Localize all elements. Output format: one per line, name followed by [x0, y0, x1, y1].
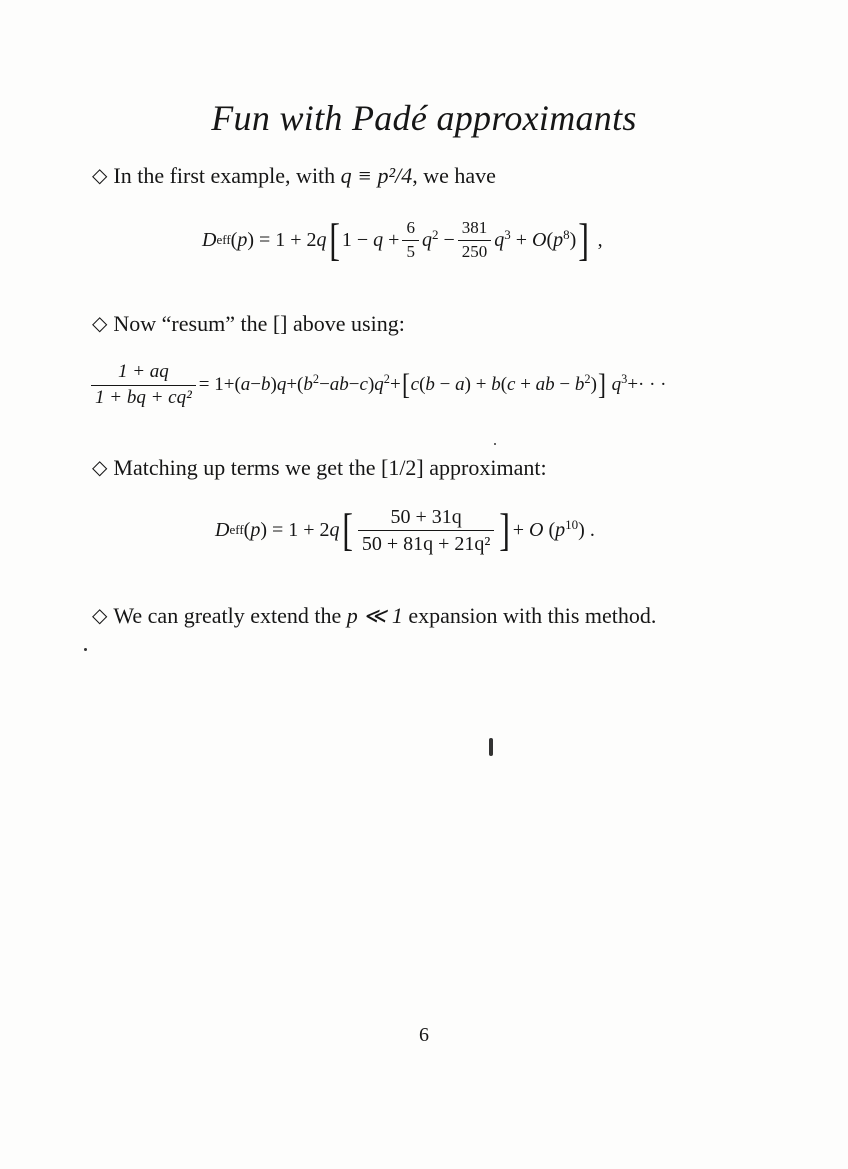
bullet-math: p ≪ 1 [346, 603, 403, 628]
bullet-text: We can greatly extend the [113, 603, 347, 628]
diamond-bullet-icon: ◇ [92, 457, 108, 479]
equation-deff-series: D eff (p) = 1 + 2q [ 1 − q + $\frac{6}{5}$ $q^2$ − $\frac{381}{250}$ $q^3 + O(p^8)$ ] , [202, 214, 603, 265]
fraction-approximant: $\frac{50 + 31q}{\text{50 + 81q + 21q²}}$ [358, 506, 495, 555]
bullet-extend [92, 603, 656, 629]
page-number: 6 [419, 1024, 429, 1046]
fraction-381-250: $\frac{381}{250}$ [458, 219, 492, 261]
bullet-text-after: expansion with this method. [402, 603, 657, 628]
diamond-bullet-icon: ◇ [92, 165, 108, 187]
fraction-6-5: $\frac{6}{5}$ [402, 219, 419, 261]
diamond-bullet-icon: ◇ [92, 313, 108, 335]
bullet-math: q ≡ p²/4 [340, 163, 413, 188]
scan-speck [84, 648, 87, 651]
equation-pade-approximant: D eff (p) = 1 + 2q [ $\frac{50 + 31q}{\text{50 + 81q + 21q²}}$ ] + O $(p^{10})$ . [215, 504, 595, 555]
bullet-text: Matching up terms we get the [1/2] approximant: [113, 455, 547, 480]
page-title: Fun with Padé approximants [211, 98, 637, 138]
bullet-resum [92, 311, 405, 337]
bullet-matching [92, 455, 547, 481]
fraction-pade-form: $\frac{1 + aq}{\text{1 + bq + cq²}}$ [91, 362, 196, 409]
bullet-text: Now “resum” the [] above using: [113, 311, 405, 336]
bullet-first-example [92, 163, 496, 189]
equation-pade-expansion: $\frac{1 + aq}{\text{1 + bq + cq²}}$ = $1+(a-b)q+(b^2-ab-c)q^2+$ [ c(b − a) + b(c + ab − $b^2$) ] $q^3+\cdot$ · · [88, 356, 667, 414]
scan-speck [489, 738, 493, 756]
scan-speck [494, 443, 496, 445]
bullet-text: In the first example, with [113, 163, 341, 188]
bullet-text-after: , we have [412, 163, 496, 188]
diamond-bullet-icon: ◇ [92, 605, 108, 627]
